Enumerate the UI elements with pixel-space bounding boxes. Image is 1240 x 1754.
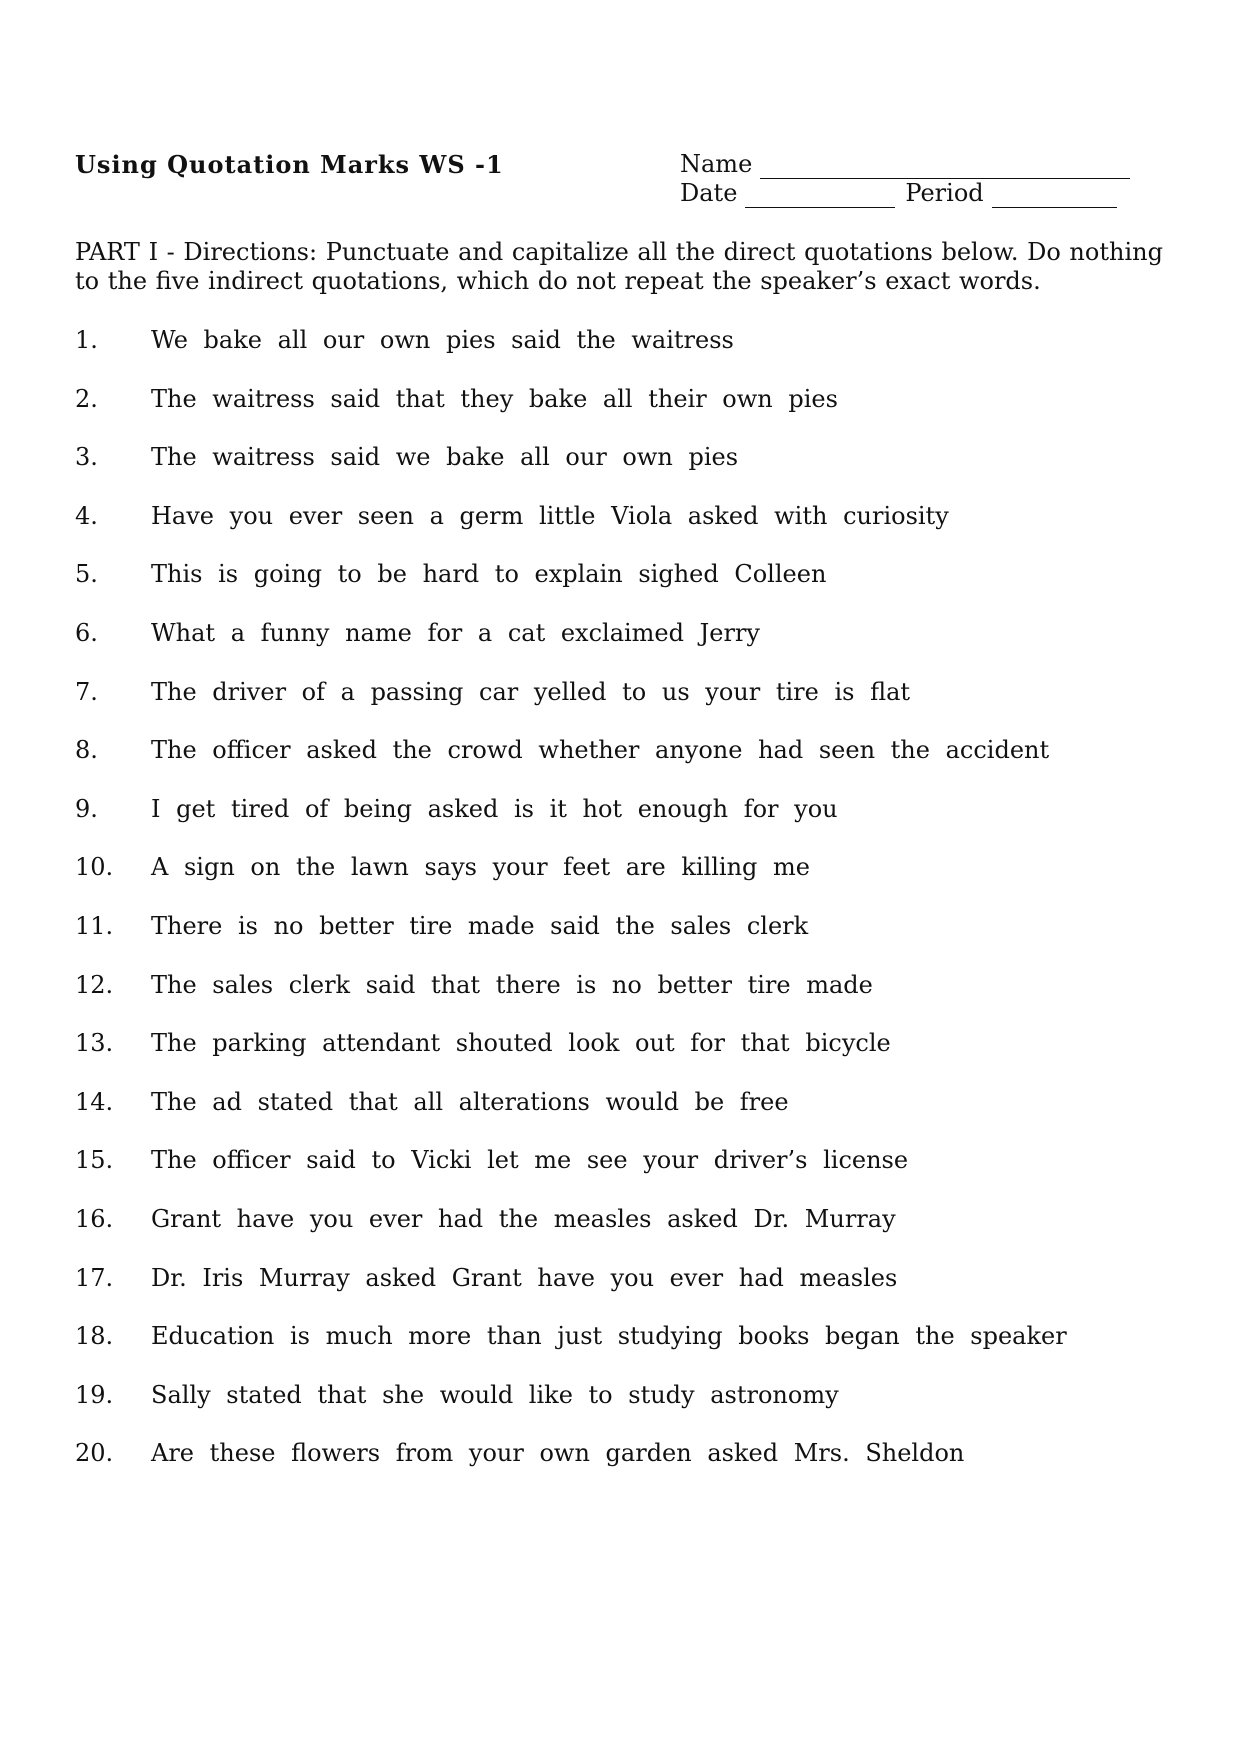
exercise-number: 10. [75, 853, 114, 882]
student-info-block [680, 150, 1140, 208]
exercise-item [75, 618, 1175, 677]
exercise-sentence: The ad stated that all alterations would be free [151, 1087, 789, 1116]
period-label: Period [905, 179, 984, 207]
date-blank[interactable] [745, 185, 895, 208]
exercise-number: 7. [75, 677, 98, 706]
exercise-number: 1. [75, 326, 98, 354]
exercise-item [75, 1321, 1175, 1380]
exercise-item [75, 442, 1175, 501]
exercise-sentence: The parking attendant shouted look out for that bicycle [151, 1029, 891, 1058]
exercise-item [75, 559, 1175, 618]
exercise-number: 3. [75, 443, 98, 472]
exercise-number: 4. [75, 501, 98, 530]
exercise-number: 6. [75, 618, 98, 647]
exercise-number: 5. [75, 560, 98, 589]
exercise-sentence: This is going to be hard to explain sighed Colleen [151, 560, 827, 589]
exercise-sentence: Grant have you ever had the measles asked Dr. Murray [151, 1204, 896, 1233]
exercise-sentence: The waitress said we bake all our own pies [151, 443, 739, 472]
exercise-item [75, 970, 1175, 1029]
exercise-sentence: Have you ever seen a germ little Viola asked with curiosity [151, 501, 949, 530]
name-blank[interactable] [760, 156, 1130, 179]
exercise-item [75, 1438, 1175, 1497]
exercise-item [75, 852, 1175, 911]
exercise-sentence: We bake all our own pies said the waitress [151, 326, 734, 354]
exercise-number: 9. [75, 794, 98, 823]
exercise-number: 12. [75, 970, 114, 999]
exercise-item [75, 1263, 1175, 1322]
exercise-number: 8. [75, 736, 98, 765]
exercise-sentence: There is no better tire made said the sales clerk [151, 911, 809, 940]
exercise-number: 20. [75, 1439, 114, 1468]
exercise-number: 16. [75, 1204, 114, 1233]
name-line [680, 150, 1140, 179]
name-label: Name [680, 150, 753, 178]
exercise-item [75, 1087, 1175, 1146]
directions-text: PART I - Directions: Punctuate and capitalize all the direct quotations below. Do nothing to the five indirect quotations, which do not repeat the speaker’s exact words. [75, 238, 1163, 295]
period-blank[interactable] [992, 185, 1117, 208]
exercise-item [75, 794, 1175, 853]
exercise-sentence: The officer asked the crowd whether anyone had seen the accident [151, 736, 1050, 765]
exercise-number: 19. [75, 1380, 114, 1409]
exercise-sentence: Are these flowers from your own garden asked Mrs. Sheldon [151, 1439, 965, 1468]
exercise-sentence: A sign on the lawn says your feet are killing me [151, 853, 811, 882]
exercise-item [75, 677, 1175, 736]
exercise-item [75, 384, 1175, 443]
exercise-sentence: The waitress said that they bake all their own pies [151, 384, 838, 413]
exercise-item [75, 325, 1175, 384]
exercise-sentence: The sales clerk said that there is no better tire made [151, 970, 873, 999]
exercise-number: 2. [75, 384, 98, 413]
exercise-sentence: Dr. Iris Murray asked Grant have you ever had measles [151, 1263, 898, 1292]
exercise-sentence: The officer said to Vicki let me see your driver’s license [151, 1146, 909, 1175]
exercise-number: 14. [75, 1087, 114, 1116]
exercise-sentence: I get tired of being asked is it hot enough for you [151, 794, 838, 823]
exercise-item [75, 1380, 1175, 1439]
exercise-item [75, 1204, 1175, 1263]
exercise-number: 13. [75, 1029, 114, 1058]
exercise-sentence: Education is much more than just studying books began the speaker [151, 1322, 1067, 1351]
date-period-line [680, 179, 1140, 208]
worksheet-title: Using Quotation Marks WS -1 [75, 150, 504, 179]
exercise-sentence: Sally stated that she would like to study astronomy [151, 1380, 839, 1409]
exercise-item [75, 911, 1175, 970]
exercise-number: 18. [75, 1322, 114, 1351]
exercise-item [75, 501, 1175, 560]
date-label: Date [680, 179, 738, 207]
exercise-list [75, 325, 1175, 1497]
exercise-item [75, 735, 1175, 794]
exercise-sentence: The driver of a passing car yelled to us your tire is flat [151, 677, 911, 706]
exercise-number: 17. [75, 1263, 114, 1292]
exercise-item [75, 1145, 1175, 1204]
exercise-item [75, 1028, 1175, 1087]
exercise-sentence: What a funny name for a cat exclaimed Jerry [151, 618, 760, 647]
exercise-number: 15. [75, 1146, 114, 1175]
exercise-number: 11. [75, 911, 114, 940]
